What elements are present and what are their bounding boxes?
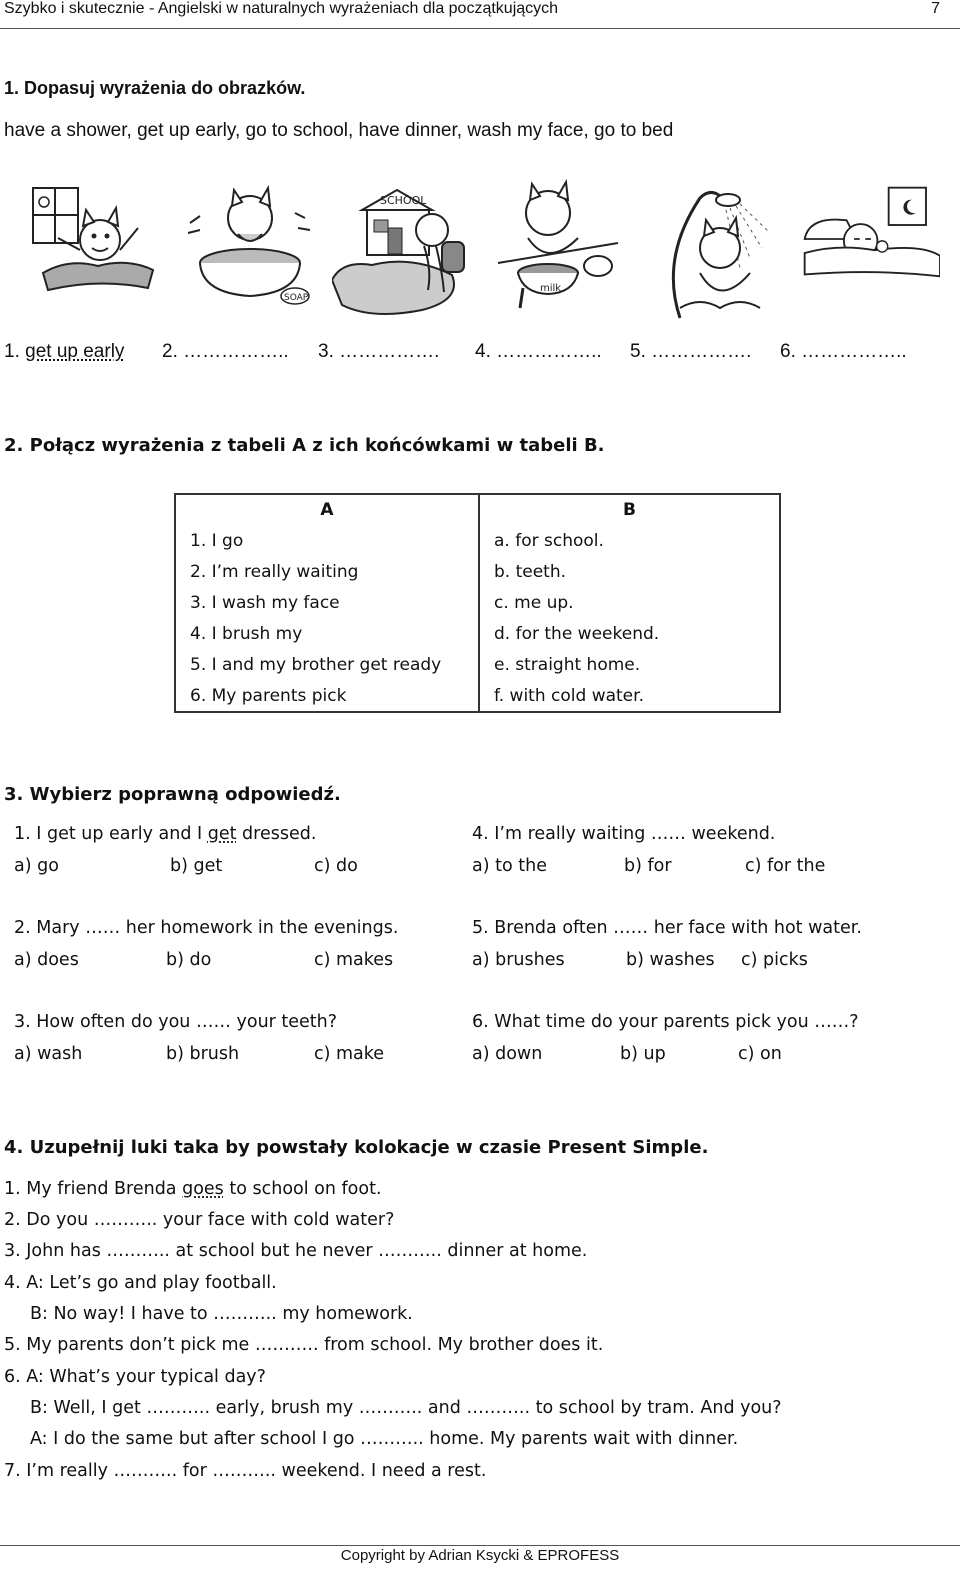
column-b-header: B	[623, 500, 636, 520]
ex4-line-6b[interactable]: B: Well, I get ……….. early, brush my ……….. and ……….. to school by tram. And you?	[30, 1398, 782, 1418]
q5-option-b[interactable]: b) washes	[626, 950, 715, 970]
q2-option-a[interactable]: a) does	[14, 950, 79, 970]
table-row	[175, 525, 780, 556]
ex4-line-4: 4. A: Let’s go and play football.	[4, 1273, 277, 1293]
q1-text-start: 1. I get up early and I	[14, 824, 208, 844]
go-to-school-illustration	[332, 180, 472, 330]
ex1-blank-4[interactable]: 4. ……………..	[475, 341, 602, 362]
go-to-bed-illustration	[800, 178, 940, 328]
ex3-question-2: 2. Mary …… her homework in the evenings.	[14, 918, 399, 938]
ex4-line-6: 6. A: What’s your typical day?	[4, 1367, 266, 1387]
table-cell-a: 3. I wash my face	[175, 587, 479, 618]
table-cell-b: c. me up.	[494, 592, 574, 613]
header-divider	[0, 28, 960, 29]
q3-option-a[interactable]: a) wash	[14, 1044, 83, 1064]
q2-option-b[interactable]: b) do	[166, 950, 212, 970]
q3-option-c[interactable]: c) make	[314, 1044, 385, 1064]
q1-option-c[interactable]: c) do	[314, 856, 358, 876]
q1-option-b[interactable]: b) get	[170, 856, 223, 876]
q3-option-b[interactable]: b) brush	[166, 1044, 240, 1064]
ex4-line-5[interactable]: 5. My parents don’t pick me ……….. from school. My brother does it.	[4, 1335, 604, 1355]
q6-option-b[interactable]: b) up	[620, 1044, 666, 1064]
q6-option-c[interactable]: c) on	[738, 1044, 782, 1064]
ex1-answer-row	[4, 341, 124, 363]
ex3-question-4: 4. I’m really waiting …… weekend.	[472, 824, 776, 844]
q1-text-end: dressed.	[236, 824, 317, 844]
ex1-blank-6[interactable]: 6. ……………..	[780, 341, 907, 362]
ex4-title: 4. Uzupełnij luki taka by powstały kolokacje w czasie Present Simple.	[4, 1137, 709, 1158]
ex3-question-3: 3. How often do you …… your teeth?	[14, 1012, 338, 1032]
ex1-answer-1: get up early	[25, 341, 125, 362]
q2-option-c[interactable]: c) makes	[314, 950, 394, 970]
ex1-title: 1. Dopasuj wyrażenia do obrazków.	[4, 78, 306, 98]
l1-example-answer: goes	[182, 1179, 224, 1199]
q4-option-c[interactable]: c) for the	[745, 856, 826, 876]
table-header-row	[175, 494, 780, 525]
ex1-blank-2[interactable]: 2. ……………..	[162, 341, 289, 362]
ex4-line-6c[interactable]: A: I do the same but after school I go ……….. home. My parents wait with dinner.	[30, 1429, 739, 1449]
ex4-line-7[interactable]: 7. I’m really ……….. for ……….. weekend. I need a rest.	[4, 1461, 487, 1481]
ex3-question-6: 6. What time do your parents pick you ……?	[472, 1012, 859, 1032]
get-up-early-illustration	[28, 178, 168, 328]
footer-divider	[0, 1545, 960, 1546]
q5-option-c[interactable]: c) picks	[741, 950, 808, 970]
ex4-line-1	[4, 1179, 382, 1199]
q4-option-b[interactable]: b) for	[624, 856, 672, 876]
table-row	[175, 556, 780, 587]
table-cell-a: 4. I brush my	[175, 618, 479, 649]
page-header	[0, 0, 960, 28]
table-row	[175, 587, 780, 618]
page-number: 7	[931, 0, 940, 17]
school-sign: SCHOOL	[380, 194, 427, 207]
table-cell-b: a. for school.	[494, 530, 604, 551]
table-row	[175, 618, 780, 649]
table-cell-a: 2. I’m really waiting	[175, 556, 479, 587]
ex1-blank-5[interactable]: 5. …………….	[630, 341, 752, 362]
q4-option-a[interactable]: a) to the	[472, 856, 547, 876]
wash-face-illustration	[180, 178, 320, 328]
ex4-line-3[interactable]: 3. John has ……….. at school but he never ……….. dinner at home.	[4, 1241, 588, 1261]
ex2-title: 2. Połącz wyrażenia z tabeli A z ich końcówkami w tabeli B.	[4, 435, 605, 456]
ex3-title: 3. Wybierz poprawną odpowiedź.	[4, 784, 341, 805]
q6-option-a[interactable]: a) down	[472, 1044, 543, 1064]
ex4-line-4b[interactable]: B: No way! I have to ……….. my homework.	[30, 1304, 413, 1324]
ex1-phrases: have a shower, get up early, go to school, have dinner, wash my face, go to bed	[4, 120, 674, 141]
have-shower-illustration	[640, 178, 780, 328]
q1-option-a[interactable]: a) go	[14, 856, 59, 876]
l1-text-start: 1. My friend Brenda	[4, 1179, 183, 1199]
ex1-blank-3[interactable]: 3. …………….	[318, 341, 440, 362]
table-cell-b: d. for the weekend.	[494, 623, 660, 644]
ex3-question-1	[14, 824, 316, 844]
table-cell-b: f. with cold water.	[494, 685, 644, 706]
l1-text-end: to school on foot.	[223, 1179, 382, 1199]
header-title: Szybko i skutecznie - Angielski w naturalnych wyrażeniach dla początkujących	[4, 0, 559, 17]
table-cell-a: 1. I go	[175, 525, 479, 556]
table-row	[175, 680, 780, 712]
ex4-line-2[interactable]: 2. Do you ……….. your face with cold water?	[4, 1210, 395, 1230]
table-cell-b: b. teeth.	[494, 561, 567, 582]
table-cell-a: 6. My parents pick	[175, 680, 479, 712]
have-dinner-illustration	[488, 178, 628, 328]
table-cell-b: e. straight home.	[494, 654, 641, 675]
q5-option-a[interactable]: a) brushes	[472, 950, 565, 970]
soap-label: SOAP	[284, 293, 309, 303]
q1-example-answer: get	[207, 824, 237, 844]
ex1-num-1: 1.	[4, 341, 20, 362]
match-table	[174, 493, 781, 713]
table-row	[175, 649, 780, 680]
table-cell-a: 5. I and my brother get ready	[175, 649, 479, 680]
column-a-header: A	[175, 494, 479, 525]
ex3-question-5: 5. Brenda often …… her face with hot water.	[472, 918, 862, 938]
milk-label: milk	[540, 283, 562, 294]
page-footer: Copyright by Adrian Ksycki & EPROFESS	[340, 1547, 620, 1564]
